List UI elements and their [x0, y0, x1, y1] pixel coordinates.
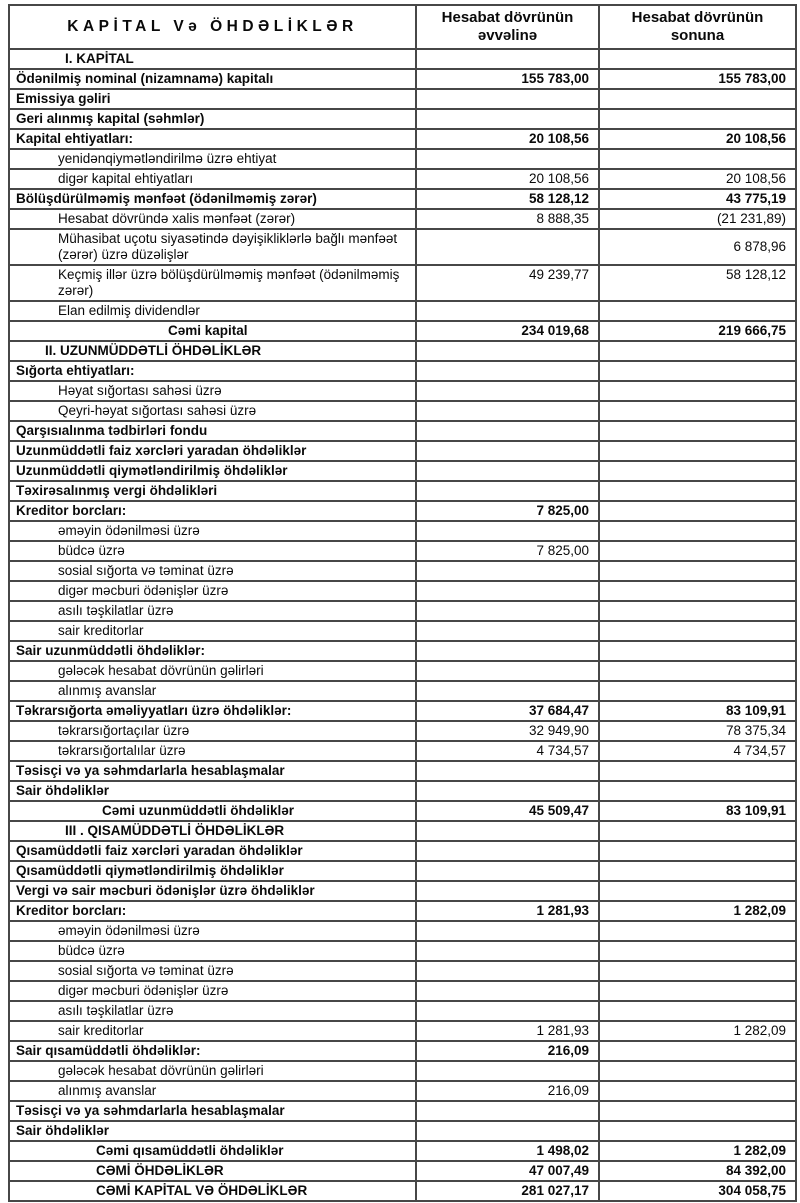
value-period-start: 216,09 [416, 1041, 599, 1061]
value-period-start [416, 361, 599, 381]
row-label: III . QISAMÜDDƏTLİ ÖHDƏLİKLƏR [9, 821, 416, 841]
value-period-start: 216,09 [416, 1081, 599, 1101]
value-period-start [416, 561, 599, 581]
table-row [9, 421, 796, 441]
value-period-start [416, 1001, 599, 1021]
table-row [9, 49, 796, 69]
value-period-end [599, 1121, 796, 1141]
value-period-end [599, 941, 796, 961]
row-label: Sair öhdəliklər [9, 1121, 416, 1141]
value-period-end: 83 109,91 [599, 701, 796, 721]
row-label: Cəmi qısamüddətli öhdəliklər [9, 1141, 416, 1161]
row-label: gələcək hesabat dövrünün gəlirləri [9, 1061, 416, 1081]
page-title: KAPİTAL Və ÖHDƏLİKLƏR [9, 5, 416, 49]
row-label: yenidənqiymətləndirilmə üzrə ehtiyat [9, 149, 416, 169]
value-period-start [416, 641, 599, 661]
value-period-start: 32 949,90 [416, 721, 599, 741]
value-period-start [416, 941, 599, 961]
value-period-start: 8 888,35 [416, 209, 599, 229]
table-row [9, 921, 796, 941]
row-label: II. UZUNMÜDDƏTLİ ÖHDƏLİKLƏR [9, 341, 416, 361]
value-period-end: 58 128,12 [599, 265, 796, 301]
value-period-start [416, 1101, 599, 1121]
row-label: Mühasibat uçotu siyasətində dəyişikliklərlə bağlı mənfəət (zərər) üzrə düzəlişlər [9, 229, 416, 265]
value-period-end [599, 1061, 796, 1081]
value-period-start [416, 1061, 599, 1081]
table-row [9, 401, 796, 421]
row-label: Təxirəsalınmış vergi öhdəlikləri [9, 481, 416, 501]
table-row [9, 441, 796, 461]
value-period-start [416, 421, 599, 441]
table-row [9, 981, 796, 1001]
value-period-start [416, 781, 599, 801]
value-period-start: 155 783,00 [416, 69, 599, 89]
value-period-end: 78 375,34 [599, 721, 796, 741]
row-label: Sair qısamüddətli öhdəliklər: [9, 1041, 416, 1061]
table-row [9, 1121, 796, 1141]
value-period-start: 58 128,12 [416, 189, 599, 209]
value-period-start: 20 108,56 [416, 169, 599, 189]
value-period-end [599, 521, 796, 541]
value-period-start: 281 027,17 [416, 1181, 599, 1201]
table-row [9, 501, 796, 521]
row-label: Qeyri-həyat sığortası sahəsi üzrə [9, 401, 416, 421]
row-label: Emissiya gəliri [9, 89, 416, 109]
table-row [9, 481, 796, 501]
value-period-end [599, 501, 796, 521]
value-period-start [416, 89, 599, 109]
table-row [9, 721, 796, 741]
value-period-start [416, 981, 599, 1001]
row-label: Ödənilmiş nominal (nizamnamə) kapitalı [9, 69, 416, 89]
value-period-start: 1 498,02 [416, 1141, 599, 1161]
row-label: Təkrarsığorta əməliyyatları üzrə öhdəliklər: [9, 701, 416, 721]
value-period-end [599, 961, 796, 981]
row-label: alınmış avanslar [9, 1081, 416, 1101]
value-period-end [599, 1041, 796, 1061]
table-row [9, 541, 796, 561]
value-period-start: 49 239,77 [416, 265, 599, 301]
value-period-start [416, 921, 599, 941]
table-row [9, 229, 796, 265]
value-period-end [599, 481, 796, 501]
row-label: Təsisçi və ya səhmdarlarla hesablaşmalar [9, 1101, 416, 1121]
table-row [9, 881, 796, 901]
value-period-end [599, 89, 796, 109]
table-row [9, 69, 796, 89]
row-label: Geri alınmış kapital (səhmlər) [9, 109, 416, 129]
table-row [9, 149, 796, 169]
row-label: Sair öhdəliklər [9, 781, 416, 801]
value-period-end [599, 821, 796, 841]
value-period-start [416, 961, 599, 981]
value-period-end: 1 282,09 [599, 901, 796, 921]
value-period-end: 1 282,09 [599, 1141, 796, 1161]
table-row [9, 841, 796, 861]
table-row [9, 941, 796, 961]
value-period-end [599, 461, 796, 481]
row-label: Uzunmüddətli faiz xərcləri yaradan öhdəliklər [9, 441, 416, 461]
column-header-period-end: Hesabat dövrünün sonuna [599, 5, 796, 49]
value-period-start [416, 521, 599, 541]
value-period-end: 304 058,75 [599, 1181, 796, 1201]
table-row [9, 621, 796, 641]
table-row [9, 681, 796, 701]
value-period-end: 20 108,56 [599, 129, 796, 149]
value-period-end [599, 621, 796, 641]
value-period-start [416, 861, 599, 881]
row-label: digər məcburi ödənişlər üzrə [9, 581, 416, 601]
column-header-period-start: Hesabat dövrünün əvvəlinə [416, 5, 599, 49]
value-period-end [599, 49, 796, 69]
value-period-start [416, 881, 599, 901]
value-period-end [599, 1101, 796, 1121]
table-row [9, 961, 796, 981]
value-period-end [599, 581, 796, 601]
table-row [9, 701, 796, 721]
value-period-end [599, 921, 796, 941]
value-period-start [416, 581, 599, 601]
row-label: büdcə üzrə [9, 941, 416, 961]
value-period-start [416, 149, 599, 169]
row-label: sair kreditorlar [9, 1021, 416, 1041]
value-period-start: 1 281,93 [416, 1021, 599, 1041]
row-label: gələcək hesabat dövrünün gəlirləri [9, 661, 416, 681]
value-period-start: 45 509,47 [416, 801, 599, 821]
value-period-start [416, 621, 599, 641]
value-period-end: 83 109,91 [599, 801, 796, 821]
value-period-end [599, 301, 796, 321]
value-period-start [416, 1121, 599, 1141]
value-period-start: 7 825,00 [416, 541, 599, 561]
value-period-start: 20 108,56 [416, 129, 599, 149]
table-row [9, 601, 796, 621]
table-row [9, 1181, 796, 1201]
row-label: CƏMİ KAPİTAL VƏ ÖHDƏLİKLƏR [9, 1181, 416, 1201]
row-label: Kreditor borcları: [9, 501, 416, 521]
table-row [9, 521, 796, 541]
table-row [9, 461, 796, 481]
header-row [9, 5, 796, 49]
table-row [9, 209, 796, 229]
value-period-end [599, 1001, 796, 1021]
value-period-start [416, 601, 599, 621]
row-label: digər məcburi ödənişlər üzrə [9, 981, 416, 1001]
value-period-end [599, 641, 796, 661]
value-period-end [599, 761, 796, 781]
value-period-start [416, 49, 599, 69]
value-period-start: 4 734,57 [416, 741, 599, 761]
value-period-start [416, 461, 599, 481]
value-period-start [416, 301, 599, 321]
row-label: Uzunmüddətli qiymətləndirilmiş öhdəliklər [9, 461, 416, 481]
row-label: Cəmi kapital [9, 321, 416, 341]
row-label: sosial sığorta və təminat üzrə [9, 961, 416, 981]
table-row [9, 89, 796, 109]
row-label: Cəmi uzunmüddətli öhdəliklər [9, 801, 416, 821]
balance-table-body [9, 49, 796, 1201]
table-row [9, 1061, 796, 1081]
value-period-start: 234 019,68 [416, 321, 599, 341]
table-row [9, 1001, 796, 1021]
table-row [9, 781, 796, 801]
value-period-start: 37 684,47 [416, 701, 599, 721]
table-row [9, 1081, 796, 1101]
row-label: sair kreditorlar [9, 621, 416, 641]
value-period-end: 155 783,00 [599, 69, 796, 89]
table-row [9, 641, 796, 661]
row-label: əməyin ödənilməsi üzrə [9, 921, 416, 941]
value-period-end [599, 841, 796, 861]
value-period-end: 6 878,96 [599, 229, 796, 265]
value-period-start [416, 481, 599, 501]
value-period-end [599, 361, 796, 381]
row-label: Vergi və sair məcburi ödənişlər üzrə öhdəliklər [9, 881, 416, 901]
table-row [9, 1101, 796, 1121]
table-row [9, 1021, 796, 1041]
value-period-end [599, 421, 796, 441]
value-period-end [599, 661, 796, 681]
table-row [9, 901, 796, 921]
value-period-start: 7 825,00 [416, 501, 599, 521]
value-period-end [599, 441, 796, 461]
value-period-end: 20 108,56 [599, 169, 796, 189]
row-label: Qısamüddətli faiz xərcləri yaradan öhdəliklər [9, 841, 416, 861]
value-period-start: 1 281,93 [416, 901, 599, 921]
value-period-end: 219 666,75 [599, 321, 796, 341]
value-period-end [599, 881, 796, 901]
value-period-start [416, 661, 599, 681]
value-period-end: 84 392,00 [599, 1161, 796, 1181]
value-period-start [416, 341, 599, 361]
row-label: Kreditor borcları: [9, 901, 416, 921]
row-label: büdcə üzrə [9, 541, 416, 561]
row-label: Kapital ehtiyatları: [9, 129, 416, 149]
table-row [9, 265, 796, 301]
row-label: Qısamüddətli qiymətləndirilmiş öhdəliklər [9, 861, 416, 881]
value-period-end [599, 781, 796, 801]
value-period-end [599, 401, 796, 421]
value-period-end [599, 149, 796, 169]
row-label: digər kapital ehtiyatları [9, 169, 416, 189]
value-period-start [416, 681, 599, 701]
table-row [9, 109, 796, 129]
value-period-start [416, 441, 599, 461]
value-period-end [599, 681, 796, 701]
table-row [9, 341, 796, 361]
value-period-end [599, 541, 796, 561]
row-label: asılı təşkilatlar üzrə [9, 601, 416, 621]
row-label: sosial sığorta və təminat üzrə [9, 561, 416, 581]
value-period-end [599, 981, 796, 1001]
table-row [9, 801, 796, 821]
table-row [9, 761, 796, 781]
row-label: Hesabat dövründə xalis mənfəət (zərər) [9, 209, 416, 229]
table-row [9, 189, 796, 209]
row-label: asılı təşkilatlar üzrə [9, 1001, 416, 1021]
table-row [9, 1141, 796, 1161]
value-period-end [599, 1081, 796, 1101]
value-period-end [599, 109, 796, 129]
table-row [9, 821, 796, 841]
value-period-start: 47 007,49 [416, 1161, 599, 1181]
value-period-start [416, 229, 599, 265]
value-period-start [416, 821, 599, 841]
row-label: Elan edilmiş dividendlər [9, 301, 416, 321]
value-period-end [599, 561, 796, 581]
row-label: təkrarsığortalılar üzrə [9, 741, 416, 761]
value-period-end: 4 734,57 [599, 741, 796, 761]
row-label: Qarşısıalınma tədbirləri fondu [9, 421, 416, 441]
row-label: təkrarsığortaçılar üzrə [9, 721, 416, 741]
table-row [9, 129, 796, 149]
value-period-end: (21 231,89) [599, 209, 796, 229]
value-period-end [599, 861, 796, 881]
table-row [9, 301, 796, 321]
table-row [9, 741, 796, 761]
table-row [9, 169, 796, 189]
row-label: Təsisçi və ya səhmdarlarla hesablaşmalar [9, 761, 416, 781]
value-period-start [416, 109, 599, 129]
table-row [9, 321, 796, 341]
table-row [9, 1161, 796, 1181]
row-label: alınmış avanslar [9, 681, 416, 701]
table-row [9, 381, 796, 401]
table-row [9, 561, 796, 581]
row-label: CƏMİ ÖHDƏLİKLƏR [9, 1161, 416, 1181]
value-period-start [416, 401, 599, 421]
value-period-end [599, 381, 796, 401]
row-label: əməyin ödənilməsi üzrə [9, 521, 416, 541]
value-period-end: 1 282,09 [599, 1021, 796, 1041]
table-row [9, 581, 796, 601]
capital-liabilities-table [8, 4, 797, 1202]
value-period-start [416, 841, 599, 861]
value-period-start [416, 761, 599, 781]
value-period-end [599, 601, 796, 621]
value-period-end: 43 775,19 [599, 189, 796, 209]
value-period-end [599, 341, 796, 361]
table-row [9, 661, 796, 681]
table-row [9, 861, 796, 881]
row-label: Həyat sığortası sahəsi üzrə [9, 381, 416, 401]
row-label: Sair uzunmüddətli öhdəliklər: [9, 641, 416, 661]
row-label: Bölüşdürülməmiş mənfəət (ödənilməmiş zərər) [9, 189, 416, 209]
row-label: Keçmiş illər üzrə bölüşdürülməmiş mənfəət (ödənilməmiş zərər) [9, 265, 416, 301]
balance-sheet-document [8, 4, 797, 1202]
row-label: Sığorta ehtiyatları: [9, 361, 416, 381]
table-row [9, 1041, 796, 1061]
row-label: I. KAPİTAL [9, 49, 416, 69]
table-row [9, 361, 796, 381]
value-period-start [416, 381, 599, 401]
